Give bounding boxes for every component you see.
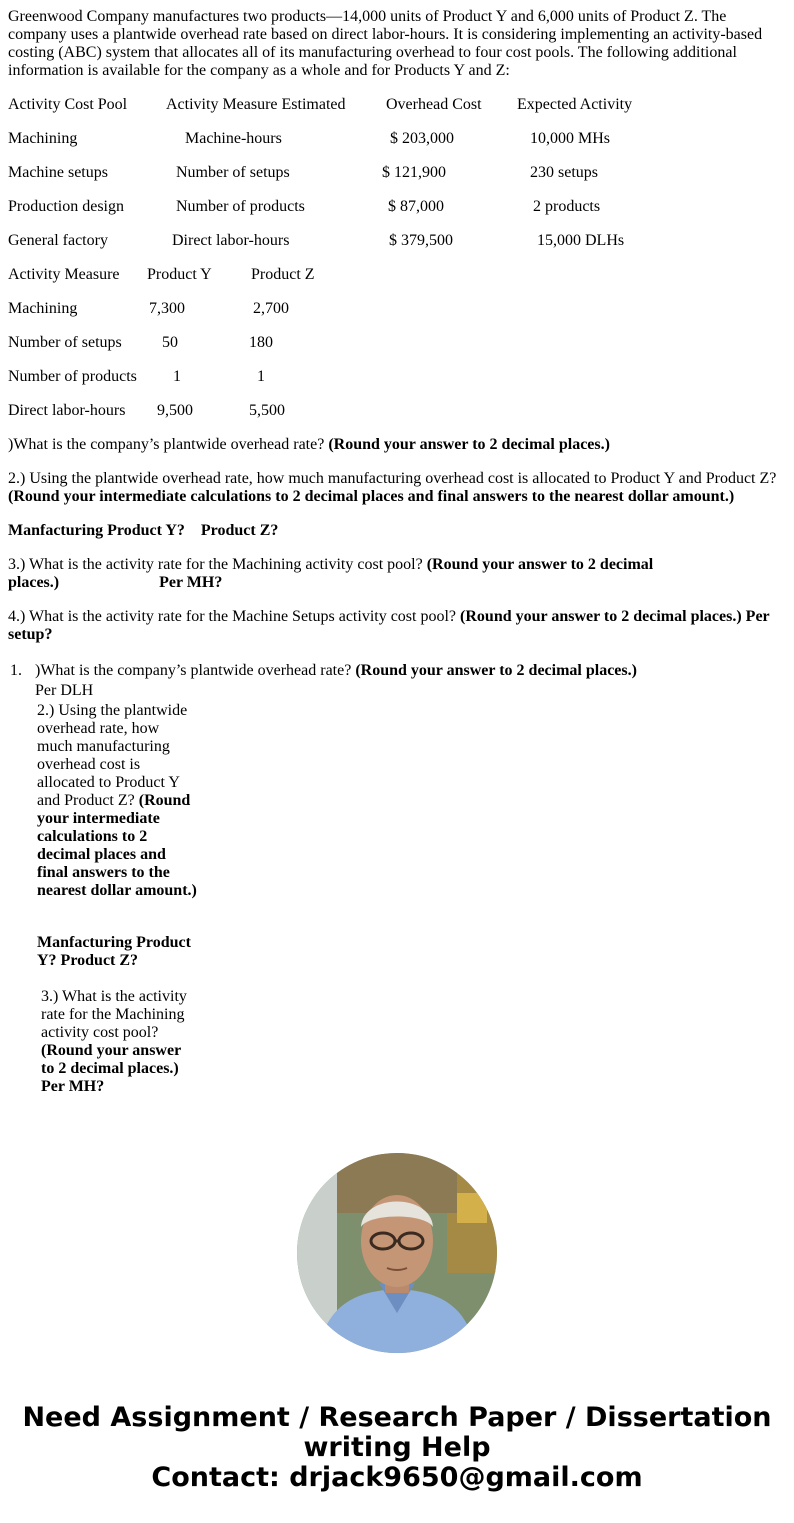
repeat-question-2-answer-line bbox=[37, 934, 197, 970]
repeat-question-1-instruction: (Round your answer to 2 decimal places.) bbox=[355, 662, 637, 679]
repeat-question-3-unit: Per MH? bbox=[41, 1078, 105, 1095]
question-2 bbox=[8, 470, 788, 506]
pools-header-cell: Expected Activity bbox=[517, 96, 633, 113]
measures-header-cell: Product Z bbox=[251, 266, 315, 283]
question-2-text: 2.) Using the plantwide overhead rate, how much manufacturing overhead cost is allocated to Product Y and Product Z? bbox=[8, 470, 777, 487]
repeat-question-1 bbox=[35, 662, 637, 680]
measures-cell: 2,700 bbox=[253, 300, 289, 317]
pools-cell: Machine setups bbox=[8, 164, 108, 181]
question-1 bbox=[8, 436, 788, 454]
repeat-question-3 bbox=[41, 988, 191, 1096]
question-4-text: 4.) What is the activity rate for the Machine Setups activity cost pool? bbox=[8, 608, 457, 625]
measures-cell: 1 bbox=[173, 368, 181, 385]
pools-cell: $ 379,500 bbox=[389, 232, 453, 249]
pools-header-cell: Activity Measure Estimated bbox=[166, 96, 346, 113]
pools-cell: General factory bbox=[8, 232, 108, 249]
problem-intro: Greenwood Company manufactures two products—14,000 units of Product Y and 6,000 units of Product Z. The company uses a plantwide overhead rate based on direct labor-hours. It is considering implementing an activity-based costing (ABC) system that allocates all of its manufacturing overhead to four cost pools. The following additional information is available for the company as a whole and for Products Y and Z: bbox=[8, 8, 763, 79]
pools-header-cell: Activity Cost Pool bbox=[8, 96, 128, 113]
portrait-svg bbox=[297, 1153, 497, 1353]
question-3-text: 3.) What is the activity rate for the Machining activity cost pool? bbox=[8, 556, 423, 573]
measures-header-cell: Activity Measure bbox=[8, 266, 120, 283]
pools-cell: Production design bbox=[8, 198, 124, 215]
measures-cell: Number of setups bbox=[8, 334, 122, 351]
footer-line-2: writing Help bbox=[303, 1432, 491, 1463]
question-2-answer-line bbox=[8, 522, 788, 540]
pools-cell: 2 products bbox=[533, 198, 601, 215]
pools-cell: 230 setups bbox=[530, 164, 598, 181]
measures-cell: Direct labor-hours bbox=[8, 402, 126, 419]
pools-cell: $ 87,000 bbox=[388, 198, 444, 215]
measures-cell: 1 bbox=[257, 368, 265, 385]
repeat-question-2-answer-labels: Manfacturing Product Y? Product Z? bbox=[37, 934, 191, 969]
question-4 bbox=[8, 608, 788, 644]
repeat-question-2 bbox=[37, 702, 197, 900]
measures-cell: 7,300 bbox=[149, 300, 185, 317]
repeat-question-3-text: 3.) What is the activity rate for the Machining activity cost pool? bbox=[41, 988, 187, 1041]
help-footer bbox=[0, 1403, 794, 1493]
pools-cell: Number of products bbox=[176, 198, 305, 215]
pools-cell: Machining bbox=[8, 130, 78, 147]
pools-cell: Number of setups bbox=[176, 164, 290, 181]
list-number: 1. bbox=[10, 662, 22, 679]
measures-cell: 50 bbox=[162, 334, 178, 351]
measures-cell: 180 bbox=[249, 334, 273, 351]
measures-cell: Number of products bbox=[8, 368, 137, 385]
repeat-question-2-text: 2.) Using the plantwide overhead rate, how much manufacturing overhead cost is allocated to Product Y and Product Z? bbox=[37, 702, 188, 809]
pools-cell: Machine-hours bbox=[185, 130, 282, 147]
pools-header-cell: Overhead Cost bbox=[386, 96, 482, 113]
pools-cell: $ 203,000 bbox=[390, 130, 454, 147]
measures-cell: 5,500 bbox=[249, 402, 285, 419]
repeat-question-2-instruction: (Round your intermediate calculations to 2 decimal places and final answers to the nearest dollar amount.) bbox=[37, 792, 197, 899]
question-1-text: )What is the company’s plantwide overhead rate? bbox=[8, 436, 325, 453]
question-1-instruction: (Round your answer to 2 decimal places.) bbox=[328, 436, 610, 453]
question-2-answer-labels: Manfacturing Product Y? Product Z? bbox=[8, 522, 279, 539]
question-3-unit: Per MH? bbox=[159, 574, 223, 591]
pools-cell: Direct labor-hours bbox=[172, 232, 290, 249]
measures-header-cell: Product Y bbox=[147, 266, 212, 283]
measures-cell: Machining bbox=[8, 300, 78, 317]
footer-line-1: Need Assignment / Research Paper / Dissertation bbox=[22, 1402, 772, 1433]
measures-cell: 9,500 bbox=[157, 402, 193, 419]
question-2-instruction: (Round your intermediate calculations to 2 decimal places and final answers to the nearest dollar amount.) bbox=[8, 488, 735, 505]
repeat-question-3-instruction: (Round your answer to 2 decimal places.) bbox=[41, 1042, 181, 1077]
pools-cell: 15,000 DLHs bbox=[537, 232, 625, 249]
person-portrait-icon bbox=[297, 1153, 497, 1353]
question-3 bbox=[8, 556, 668, 592]
repeat-question-1-text: )What is the company’s plantwide overhead rate? bbox=[35, 662, 352, 679]
pools-cell: 10,000 MHs bbox=[530, 130, 611, 147]
question-4-instruction: (Round your answer to 2 decimal places.) Per setup? bbox=[8, 608, 770, 643]
pools-cell: $ 121,900 bbox=[382, 164, 446, 181]
per-dlh-label: Per DLH bbox=[35, 682, 94, 699]
footer-contact[interactable]: Contact: drjack9650@gmail.com bbox=[151, 1462, 643, 1493]
question-3-instruction: (Round your answer to 2 decimal places.) bbox=[8, 556, 654, 591]
